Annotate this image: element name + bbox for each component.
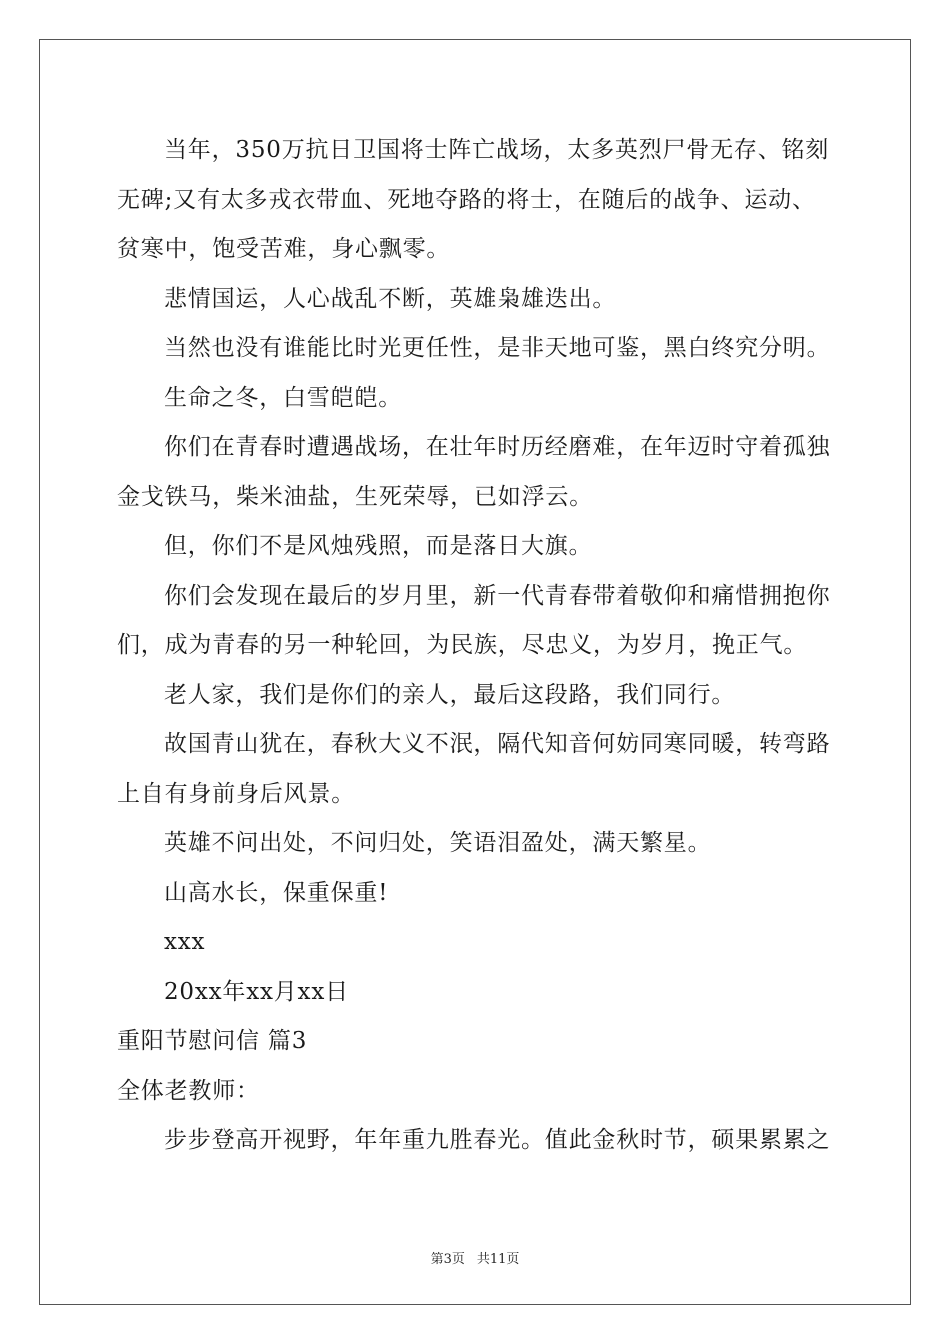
text-line: 山高水长，保重保重! [164, 879, 389, 906]
text-line: 你们会发现在最后的岁月里，新一代青春带着敬仰和痛惜拥抱你 [164, 582, 831, 609]
text-line: 当年，350万抗日卫国将士阵亡战场，太多英烈尸骨无存、铭刻 [164, 137, 830, 163]
text-line: 但，你们不是风烛残照，而是落日大旗。 [164, 533, 593, 559]
text-line: 生命之冬，白雪皑皑。 [164, 384, 402, 411]
page-number: 第3页 [430, 1252, 465, 1267]
text-line: 英雄不问出处，不问归处，笑语泪盈处，满天繁星。 [164, 830, 712, 856]
text-line: 重阳节慰问信 篇3 [117, 1028, 308, 1054]
text-line: 当然也没有谁能比时光更任性，是非天地可鉴，黑白终究分明。 [164, 335, 831, 361]
text-line: 老人家，我们是你们的亲人，最后这段路，我们同行。 [164, 681, 736, 708]
text-line: 悲情国运，人心战乱不断，英雄枭雄迭出。 [164, 285, 617, 312]
text-line: 故国青山犹在，春秋大义不泯，隔代知音何妨同寒同暖，转弯路 [164, 731, 831, 757]
document-body [117, 126, 839, 1166]
text-line: 上自有身前身后风景。 [117, 780, 355, 807]
text-line: 步步登高开视野，年年重九胜春光。值此金秋时节，硕果累累之 [164, 1127, 831, 1153]
text-line: 们，成为青春的另一种轮回，为民族，尽忠义，为岁月，挽正气。 [117, 632, 808, 658]
text-line: xxx [164, 929, 206, 955]
page-footer [0, 1248, 950, 1267]
text-line: 20xx年xx月xx日 [164, 978, 349, 1005]
page-total: 共11页 [476, 1252, 520, 1267]
text-line: 贫寒中，饱受苦难，身心飘零。 [117, 236, 451, 262]
text-line: 你们在青春时遭遇战场，在壮年时历经磨难，在年迈时守着孤独 [164, 434, 831, 460]
text-line: 无碑;又有太多戎衣带血、死地夺路的将士，在随后的战争、运动、 [117, 186, 816, 213]
text-line: 金戈铁马，柴米油盐，生死荣辱，已如浮云。 [117, 483, 593, 510]
text-line: 全体老教师： [117, 1077, 260, 1104]
